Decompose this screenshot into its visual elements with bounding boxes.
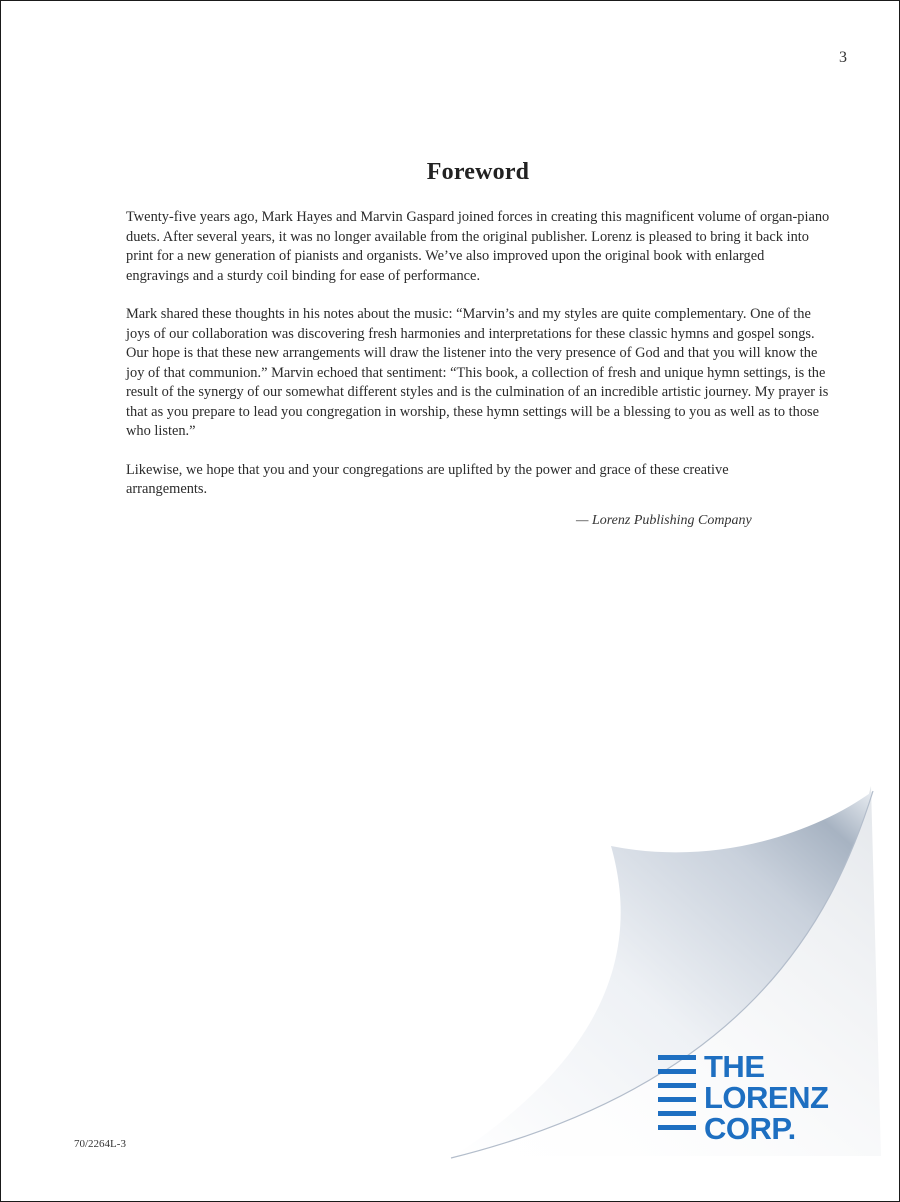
logo-wordmark: [704, 1051, 828, 1144]
logo-line-corp: CORP.: [704, 1111, 796, 1146]
lorenz-logo: [658, 1051, 868, 1146]
foreword-paragraph-1: Twenty-five years ago, Mark Hayes and Marvin Gaspard joined forces in creating this magnificent volume of organ-piano duets. After several years, it was no longer available from the original publisher. Lorenz is pleased to bring it back into print for a new generation of pianists and organists. We’ve also improved upon the original book with enlarged engravings and a sturdy coil binding for ease of performance.: [126, 209, 830, 284]
logo-line-the: THE: [704, 1049, 765, 1084]
foreword-paragraph-3: Likewise, we hope that you and your congregations are uplifted by the power and grace of these creative arrangements.: [126, 461, 729, 497]
catalog-code: 70/2264L-3: [74, 1138, 126, 1150]
foreword-paragraph-2: Mark shared these thoughts in his notes about the music: “Marvin’s and my styles are quite complementary. One of the joys of our collaboration was discovering fresh harmonies and interpretations for these classic hymns and gospel songs. Our hope is that these new arrangements will draw the listener into the very presence of God and that you will know the joy of that communion.” Marvin echoed that sentiment: “This book, a collection of fresh and unique hymn settings, is the result of the synergy of our somewhat different styles and is the culmination of an incredible artistic journey. My prayer is that as you prepare to lead you congregation in worship, these hymn settings will be a blessing to you as well as to those who listen.”: [126, 306, 829, 439]
logo-line-lorenz: LORENZ: [704, 1080, 829, 1115]
signature: — Lorenz Publishing Company: [576, 513, 752, 528]
logo-bars-icon: [658, 1055, 696, 1139]
foreword-body: [126, 208, 831, 519]
page-number: 3: [839, 49, 847, 66]
page-title: Foreword: [426, 159, 530, 185]
